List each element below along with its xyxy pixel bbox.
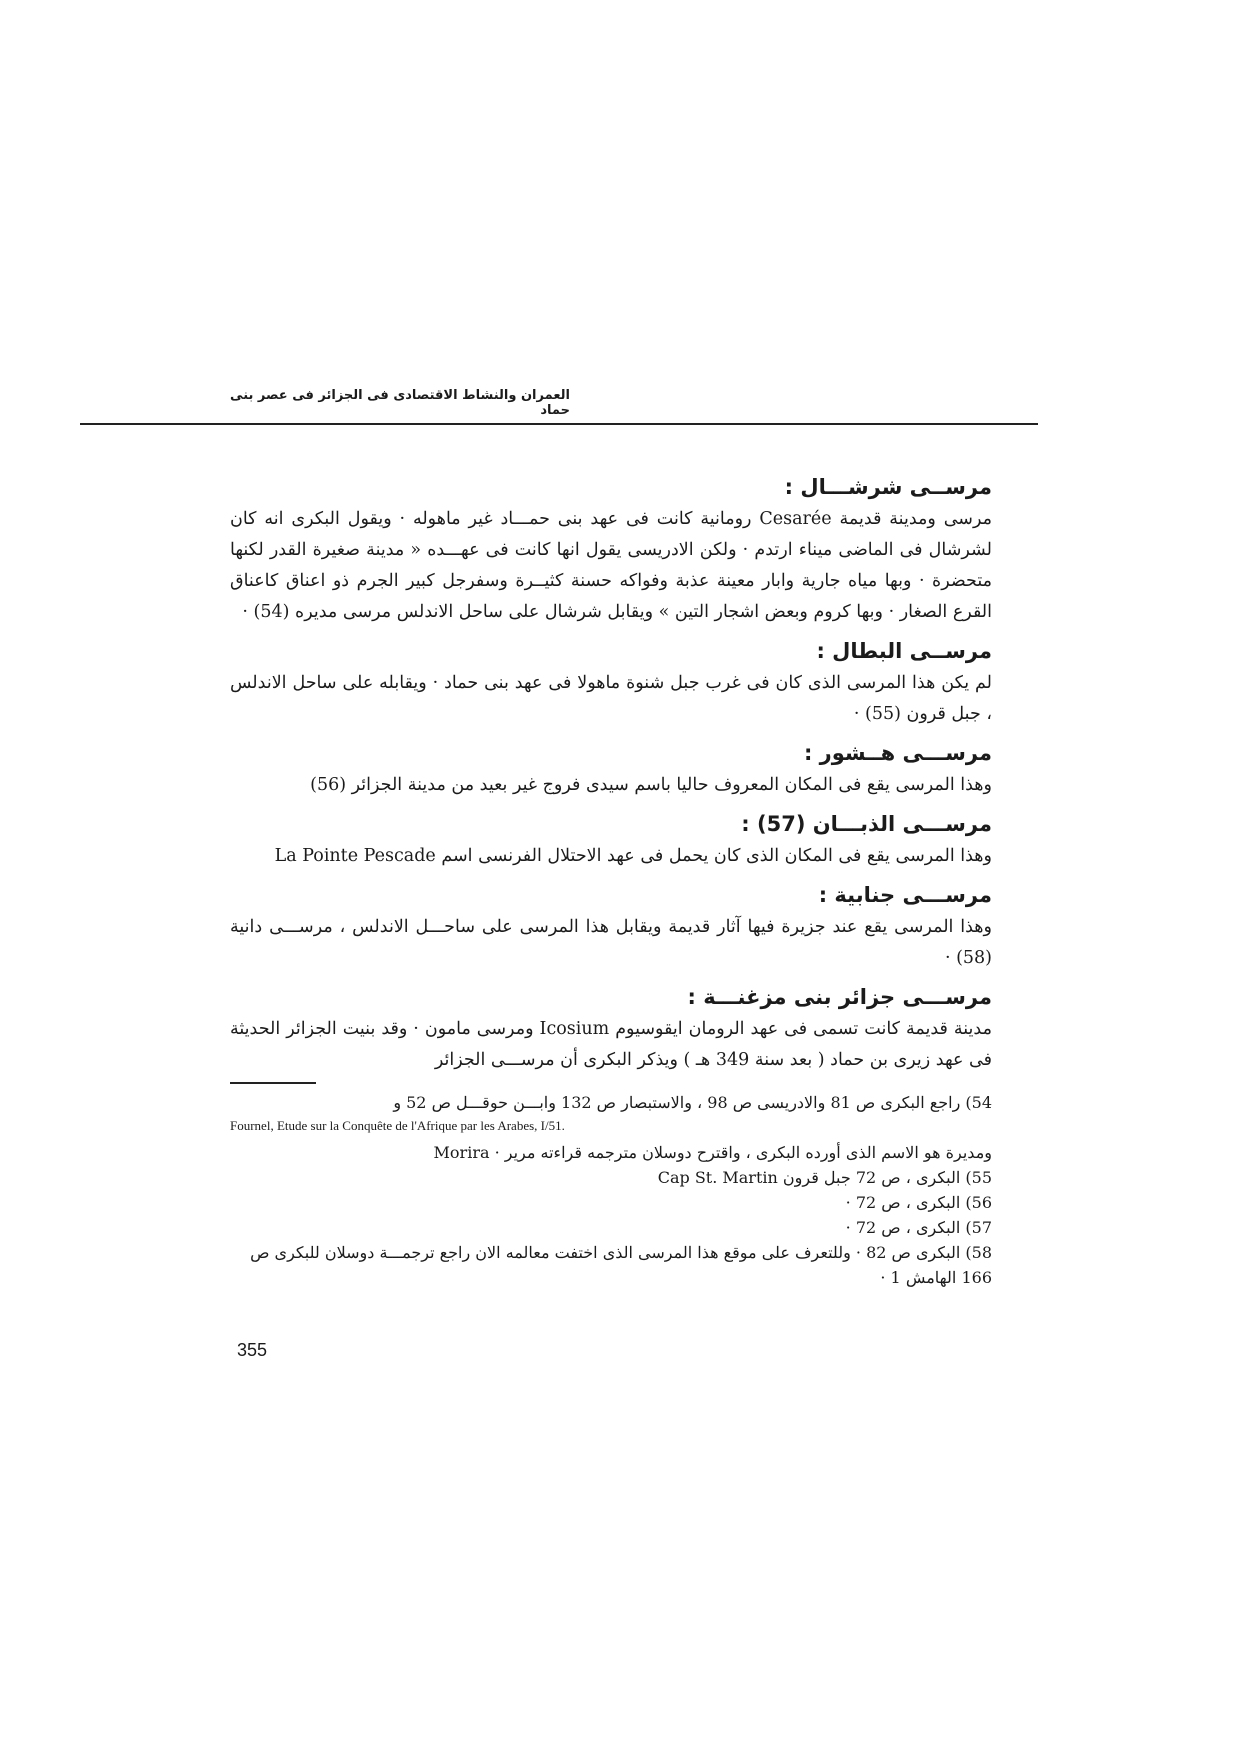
section-heading-hashur: مرســـى هــشور :	[803, 741, 992, 765]
footnote-54-latin: Fournel, Etude sur la Conquête de l'Afrique par les Arabes, I/51.	[230, 1118, 565, 1133]
section-text-batal: لم يكن هذا المرسى الذى كان فى غرب جبل شنوة ماهولا فى عهد بنى حماد · ويقابله على ساحل الاندلس ، جبل قرون (55) ·	[230, 673, 992, 724]
section-text-dhubban: وهذا المرسى يقع فى المكان الذى كان يحمل فى عهد الاحتلال الفرنسى اسم La Pointe Pescade	[274, 846, 992, 866]
section-heading-batal: مرســى البطال :	[816, 639, 992, 663]
section-heading-janabiya: مرســـى جنابية :	[818, 883, 992, 907]
footnote-54-continuation: ومديرة هو الاسم الذى أورده البكرى ، واقترح دوسلان مترجمه قراءته مرير · Morira	[433, 1143, 992, 1162]
footnote-58: 58) البكرى ص 82 · وللتعرف على موقع هذا المرسى الذى اختفت معالمه الان راجع ترجمـــة دوسلان للبكرى ص 166 الهامش 1 ·	[250, 1243, 992, 1287]
section-text-jazair: مدينة قديمة كانت تسمى فى عهد الرومان ايقوسيوم Icosium ومرسى مامون · وقد بنيت الجزائر الحديثة فى عهد زيرى بن حماد ( بعد سنة 349 هـ ) ويذكر البكرى أن مرســـى الجزائر	[230, 1019, 992, 1070]
section-heading-cherchell: مرســى شرشـــال :	[784, 475, 992, 499]
section-text-janabiya: وهذا المرسى يقع عند جزيرة فيها آثار قديمة ويقابل هذا المرسى على ساحـــل الاندلس ، مرســـى دانية (58) ·	[230, 917, 992, 968]
footnote-rule	[230, 1082, 316, 1084]
footnotes	[230, 1090, 992, 1290]
section-heading-jazair: مرســـى جزائر بنى مزغنـــة :	[687, 985, 992, 1009]
section-text-cherchell: مرسى ومدينة قديمة Cesarée رومانية كانت فى عهد بنى حمـــاد غير ماهوله · ويقول البكرى انه كان لشرشال فى الماضى ميناء ارتدم · ولكن الادريسى يقول انها كانت فى عهـــده « مدينة صغيرة القدر لكنها متحضرة · وبها مياه جارية وابار معينة عذبة وفواكه حسنة كثيــرة وسفرجل كبير الجرم ذو اعناق كاعناق القرع الصغار · وبها كروم وبعض اشجار التين » ويقابل شرشال على ساحل الاندلس مرسى مديره (54) ·	[230, 509, 992, 622]
section-text-hashur: وهذا المرسى يقع فى المكان المعروف حاليا باسم سيدى فروج غير بعيد من مدينة الجزائر (56)	[310, 775, 992, 795]
footnote-57: 57) البكرى ، ص 72 ·	[845, 1218, 992, 1237]
header-rule	[80, 423, 1038, 425]
main-content	[230, 470, 992, 1290]
footnote-56: 56) البكرى ، ص 72 ·	[845, 1193, 992, 1212]
running-header: العمران والنشاط الاقتصادى فى الجزائر فى عصر بنى حماد	[230, 388, 570, 418]
page-number: 355	[237, 1340, 268, 1360]
footnote-55: 55) البكرى ، ص 72 جبل قرون Cap St. Martin	[657, 1168, 992, 1187]
section-heading-dhubban: مرســـى الذبـــان (57) :	[741, 812, 992, 836]
footnote-54: 54) راجع البكرى ص 81 والادريسى ص 98 ، والاستبصار ص 132 وابـــن حوقـــل ص 52 و	[393, 1093, 992, 1112]
